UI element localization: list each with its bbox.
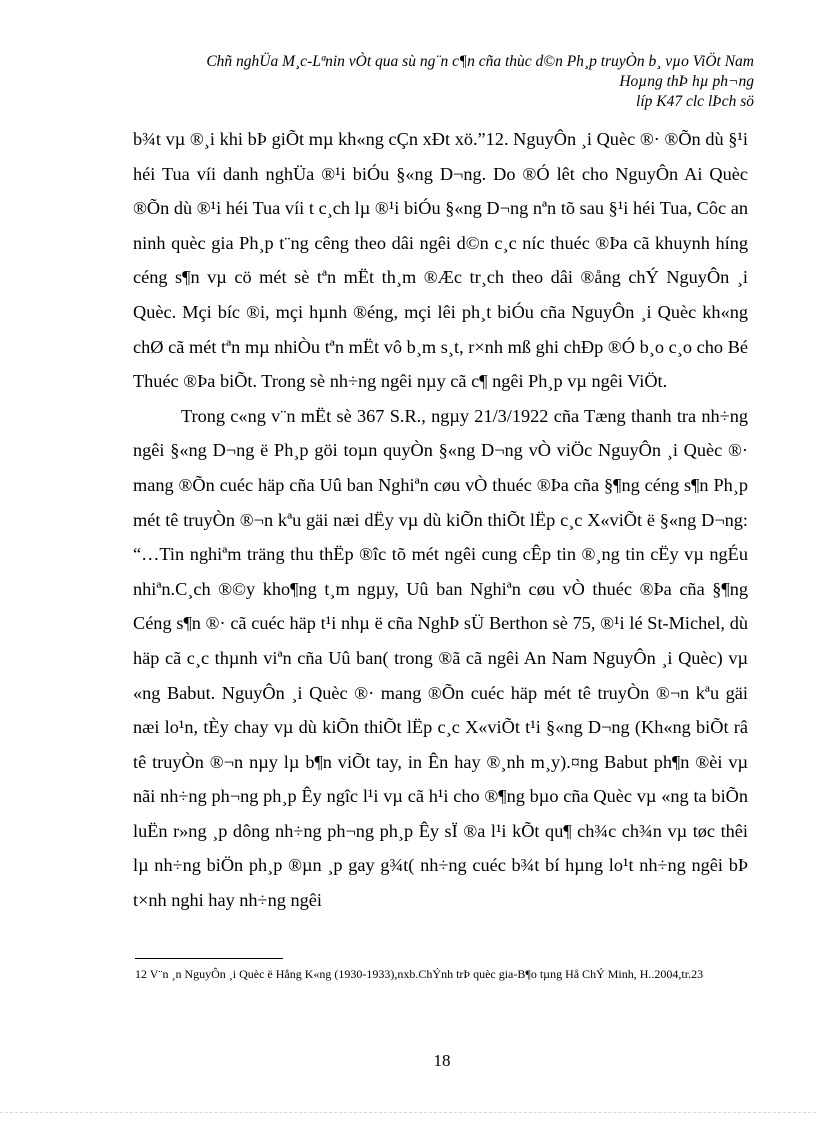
header-class: líp K47 clc lÞch sö bbox=[636, 93, 754, 110]
paragraph-1: b¾t vµ ®¸i khi bÞ giÕt mµ kh«ng cÇn xÐt xö.”12. NguyÔn ¸i Quèc ®· ®Õn dù §¹i héi Tua víi danh nghÜa ®¹i biÓu §«ng D¬ng. Do ®Ó lêt cho NguyÔn Ai Quèc ®Õn dù ®¹i héi Tua víi t c¸ch lµ ®¹i biÓu §«ng D¬ng nªn tõ sau §¹i héi Tua, Côc an ninh quèc gia Ph¸p t¨ng cêng theo dâi ngêi d©n c¸c níc thuéc ®Þa cã khuynh híng céng s¶n vµ cö mét sè tªn mËt th¸m ®Æc tr¸ch theo dâi ®ång chÝ NguyÔn ¸i Quèc. Mçi bíc ®i, mçi hµnh ®éng, mçi lêi ph¸t biÓu cña NguyÔn ¸i Quèc kh«ng chØ cã mét tªn mµ nhiÒu tªn mËt vô b¸m s¸t, r×nh mß ghi chÐp ®Ó b¸o c¸o cho Bé Thuéc ®Þa biÕt. Trong sè nh÷ng ngêi nµy cã c¶ ngêi Ph¸p vµ ngêi ViÖt. bbox=[133, 129, 748, 392]
footnote-divider bbox=[135, 958, 283, 959]
header-author: Hoµng thÞ hµ ph¬ng bbox=[619, 73, 754, 90]
page-bottom-divider bbox=[0, 1112, 816, 1113]
running-header bbox=[130, 52, 754, 112]
body-text bbox=[133, 122, 748, 918]
page-number: 18 bbox=[433, 1051, 451, 1070]
footnote: 12 V¨n ¸n NguyÔn ¸i Quèc ë Hång K«ng (1930-1933),nxb.ChÝnh trÞ quèc gia-B¶o tµng Hå ChÝ Minh, H..2004,tr.23 bbox=[135, 967, 704, 981]
header-title: Chñ nghÜa M¸c-Lªnin vÒt qua sù ng¨n c¶n cña thùc d©n Ph¸p truyÒn b¸ vµo ViÖt Nam bbox=[206, 53, 754, 70]
paragraph-2: Trong c«ng v¨n mËt sè 367 S.R., ngµy 21/3/1922 cña Tæng thanh tra nh÷ng ngêi §«ng D¬ng ë Ph¸p göi toµn quyÒn §«ng D¬ng vÒ viÖc NguyÔn ¸i Quèc ®· mang ®Õn cuéc häp cña Uû ban Nghiªn cøu vÒ thuéc ®Þa cña §¶ng céng s¶n Ph¸p mét tê truyÒn ®¬n kªu gäi næi dËy vµ dù kiÕn thiÕt lËp c¸c X«viÕt ë §«ng D¬ng: “…Tin nghiªm träng thu thËp ®îc tõ mét ngêi cung cÊp tin ®¸ng tin cËy vµ ngÉu nhiªn.C¸ch ®©y kho¶ng t¸m ngµy, Uû ban Nghiªn cøu vÒ thuéc ®Þa cña §¶ng Céng s¶n ®· cã cuéc häp t¹i nhµ ë cña NghÞ sÜ Berthon sè 75, ®¹i lé St-Michel, dù häp cã c¸c thµnh viªn cña Uû ban( trong ®ã cã ngêi An Nam NguyÔn ¸i Quèc) vµ «ng Babut. NguyÔn ¸i Quèc ®· mang ®Õn cuéc häp mét tê truyÒn ®¬n kªu gäi næi lo¹n, tÈy chay vµ dù kiÕn thiÕt lËp c¸c X«viÕt t¹i §«ng D¬ng (Kh«ng biÕt râ tê truyÒn ®¬n nµy lµ b¶n viÕt tay, in Ên hay ®¸nh m¸y).¤ng Babut ph¶n ®èi vµ nãi nh÷ng ph¬ng ph¸p Êy ngîc l¹i vµ cã h¹i cho ®¶ng bµo cña Quèc vµ «ng ta biÕn luËn r»ng ¸p dông nh÷ng ph¬ng ph¸p Êy sÏ ®a l¹i kÕt qu¶ ch¾c ch¾n vµ tøc thêi lµ nh÷ng biÖn ph¸p ®µn ¸p gay g¾t( nh÷ng cuéc b¾t bí hµng lo¹t nh÷ng ngêi bÞ t×nh nghi hay nh÷ng ngêi bbox=[133, 405, 748, 911]
